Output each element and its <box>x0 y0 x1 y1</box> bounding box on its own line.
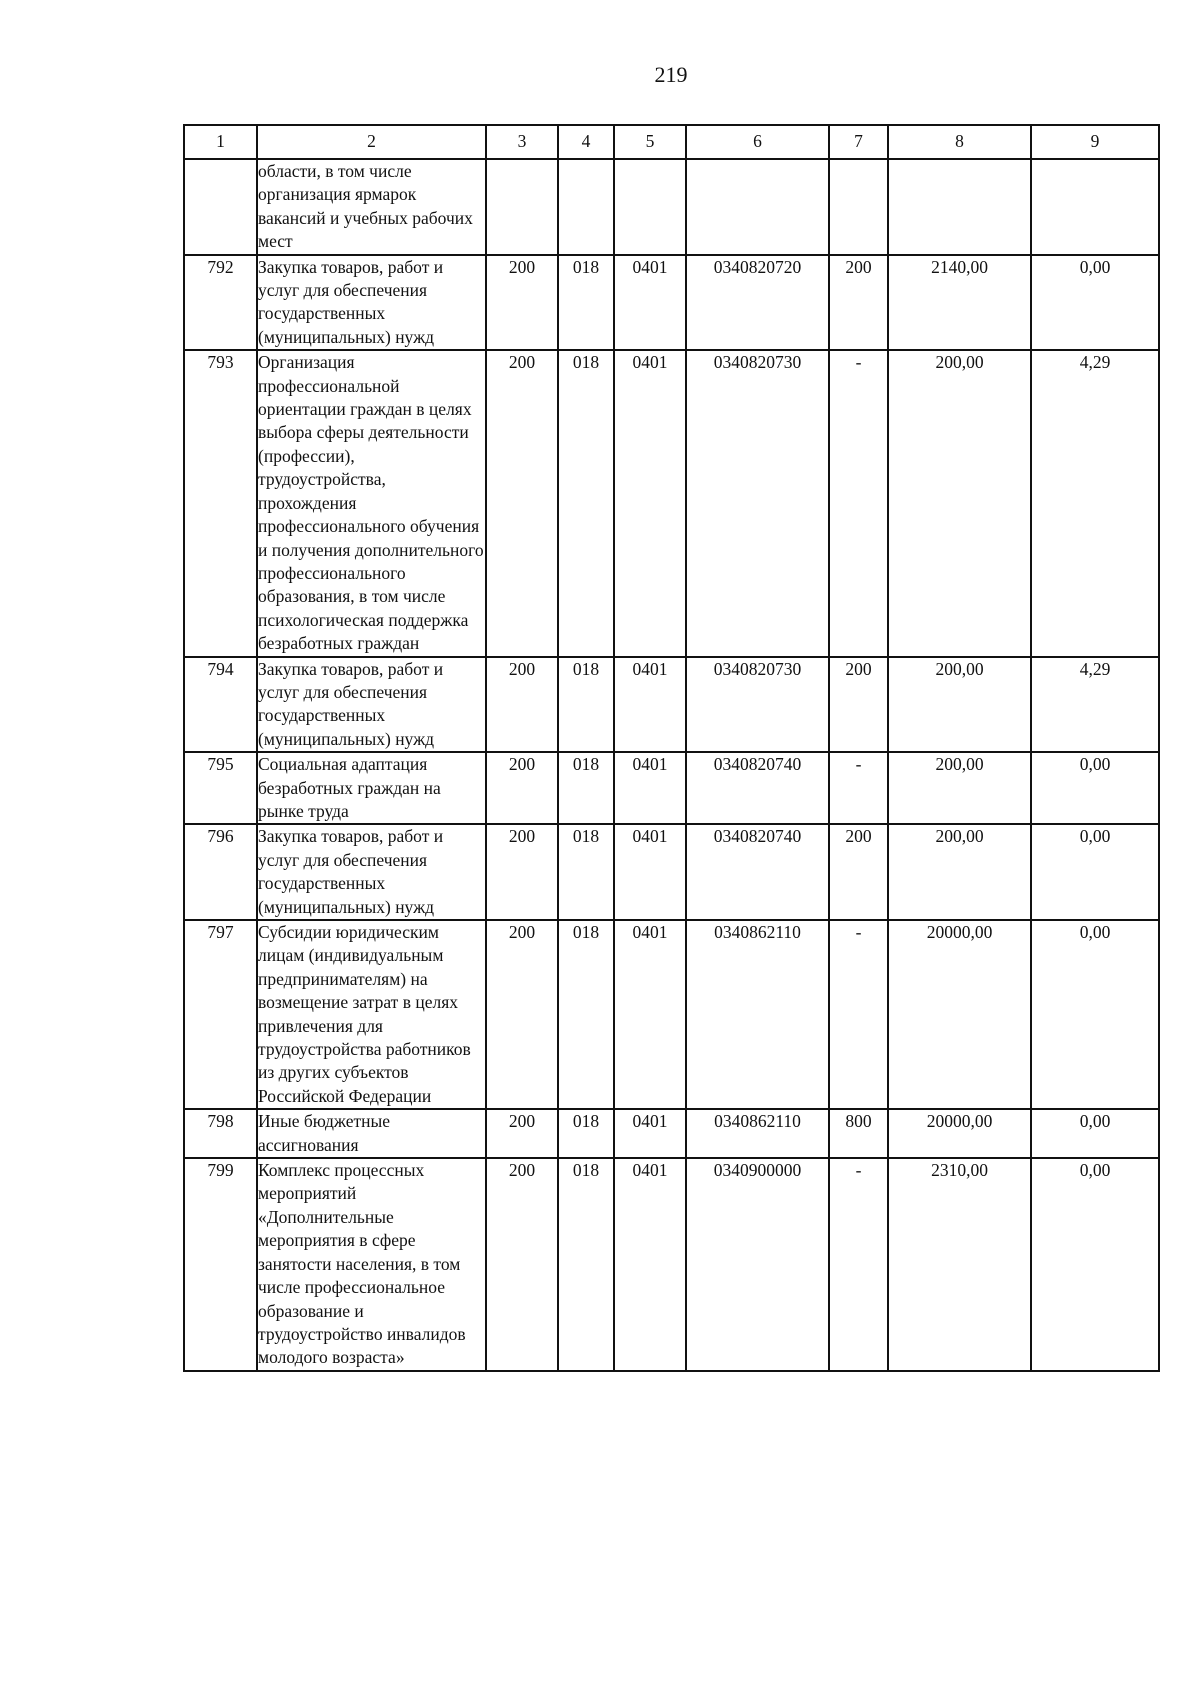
row-col-6 <box>686 159 829 255</box>
row-col-6: 0340862110 <box>686 920 829 1109</box>
header-col-9: 9 <box>1031 125 1159 159</box>
row-description: Организация профессиональной ориентации граждан в целях выбора сферы деятельности (профессии), трудоустройства, прохождения профессионального обучения и получения дополнительного профессионального образования, в том числе психологическая поддержка безработных граждан <box>257 350 486 656</box>
page-number: 219 <box>654 62 688 87</box>
row-description: Комплекс процессных мероприятий «Дополнительные мероприятия в сфере занятости населения, в том числе профессиональное образование и трудоустройство инвалидов молодого возраста» <box>257 1158 486 1371</box>
row-col-7 <box>829 159 888 255</box>
row-description: Закупка товаров, работ и услуг для обеспечения государственных (муниципальных) нужд <box>257 255 486 351</box>
row-col-4: 018 <box>558 1158 614 1371</box>
header-col-1: 1 <box>184 125 257 159</box>
row-col-3: 200 <box>486 657 558 753</box>
row-col-6: 0340820730 <box>686 657 829 753</box>
row-col-7: 200 <box>829 824 888 920</box>
row-col-6: 0340900000 <box>686 1158 829 1371</box>
row-number: 797 <box>184 920 257 1109</box>
row-description: Субсидии юридическим лицам (индивидуальным предпринимателям) на возмещение затрат в целях привлечения для трудоустройства работников из других субъектов Российской Федерации <box>257 920 486 1109</box>
row-col-8: 200,00 <box>888 657 1031 753</box>
row-col-7: 200 <box>829 657 888 753</box>
row-number <box>184 159 257 255</box>
row-col-8: 2310,00 <box>888 1158 1031 1371</box>
row-col-4: 018 <box>558 752 614 824</box>
row-col-7: 800 <box>829 1109 888 1158</box>
header-col-3: 3 <box>486 125 558 159</box>
row-col-3: 200 <box>486 1109 558 1158</box>
row-number: 795 <box>184 752 257 824</box>
header-col-2: 2 <box>257 125 486 159</box>
row-number: 796 <box>184 824 257 920</box>
row-number: 799 <box>184 1158 257 1371</box>
row-col-3: 200 <box>486 255 558 351</box>
row-col-7: - <box>829 920 888 1109</box>
row-number: 794 <box>184 657 257 753</box>
row-col-8: 200,00 <box>888 824 1031 920</box>
row-description: Социальная адаптация безработных граждан на рынке труда <box>257 752 486 824</box>
row-number: 792 <box>184 255 257 351</box>
row-col-3: 200 <box>486 824 558 920</box>
row-col-3: 200 <box>486 1158 558 1371</box>
row-description: Закупка товаров, работ и услуг для обеспечения государственных (муниципальных) нужд <box>257 657 486 753</box>
row-col-5: 0401 <box>614 1158 686 1371</box>
table-row <box>184 824 1159 920</box>
row-col-5 <box>614 159 686 255</box>
row-col-9: 0,00 <box>1031 1109 1159 1158</box>
row-col-5: 0401 <box>614 752 686 824</box>
row-col-4: 018 <box>558 657 614 753</box>
table-row <box>184 1109 1159 1158</box>
header-row <box>184 125 1159 159</box>
row-col-5: 0401 <box>614 350 686 656</box>
row-col-9: 0,00 <box>1031 752 1159 824</box>
row-col-9: 0,00 <box>1031 824 1159 920</box>
row-col-5: 0401 <box>614 920 686 1109</box>
row-number: 793 <box>184 350 257 656</box>
row-col-8: 20000,00 <box>888 1109 1031 1158</box>
table-row <box>184 920 1159 1109</box>
header-col-8: 8 <box>888 125 1031 159</box>
row-col-7: 200 <box>829 255 888 351</box>
row-col-5: 0401 <box>614 1109 686 1158</box>
table-row <box>184 350 1159 656</box>
table-row <box>184 752 1159 824</box>
row-col-4: 018 <box>558 350 614 656</box>
row-col-5: 0401 <box>614 824 686 920</box>
row-col-4 <box>558 159 614 255</box>
row-col-7: - <box>829 752 888 824</box>
row-col-5: 0401 <box>614 255 686 351</box>
row-col-9: 4,29 <box>1031 350 1159 656</box>
row-description: области, в том числе организация ярмарок вакансий и учебных рабочих мест <box>257 159 486 255</box>
header-col-6: 6 <box>686 125 829 159</box>
row-col-6: 0340862110 <box>686 1109 829 1158</box>
row-col-4: 018 <box>558 920 614 1109</box>
row-col-8: 200,00 <box>888 350 1031 656</box>
row-col-4: 018 <box>558 1109 614 1158</box>
header-col-4: 4 <box>558 125 614 159</box>
row-col-3: 200 <box>486 920 558 1109</box>
table-row <box>184 255 1159 351</box>
row-col-8: 200,00 <box>888 752 1031 824</box>
row-col-3: 200 <box>486 752 558 824</box>
row-col-3 <box>486 159 558 255</box>
header-col-7: 7 <box>829 125 888 159</box>
row-col-8: 2140,00 <box>888 255 1031 351</box>
budget-table <box>183 124 1160 1372</box>
row-col-7: - <box>829 350 888 656</box>
row-col-4: 018 <box>558 255 614 351</box>
row-col-6: 0340820740 <box>686 752 829 824</box>
table-row <box>184 159 1159 255</box>
row-col-7: - <box>829 1158 888 1371</box>
table-row <box>184 657 1159 753</box>
row-col-9 <box>1031 159 1159 255</box>
row-col-5: 0401 <box>614 657 686 753</box>
row-col-9: 0,00 <box>1031 1158 1159 1371</box>
row-col-8 <box>888 159 1031 255</box>
row-col-9: 0,00 <box>1031 255 1159 351</box>
row-number: 798 <box>184 1109 257 1158</box>
row-col-8: 20000,00 <box>888 920 1031 1109</box>
row-col-6: 0340820730 <box>686 350 829 656</box>
table-row <box>184 1158 1159 1371</box>
row-col-6: 0340820720 <box>686 255 829 351</box>
row-col-3: 200 <box>486 350 558 656</box>
row-description: Иные бюджетные ассигнования <box>257 1109 486 1158</box>
row-col-9: 4,29 <box>1031 657 1159 753</box>
row-col-4: 018 <box>558 824 614 920</box>
header-col-5: 5 <box>614 125 686 159</box>
row-description: Закупка товаров, работ и услуг для обеспечения государственных (муниципальных) нужд <box>257 824 486 920</box>
row-col-9: 0,00 <box>1031 920 1159 1109</box>
row-col-6: 0340820740 <box>686 824 829 920</box>
